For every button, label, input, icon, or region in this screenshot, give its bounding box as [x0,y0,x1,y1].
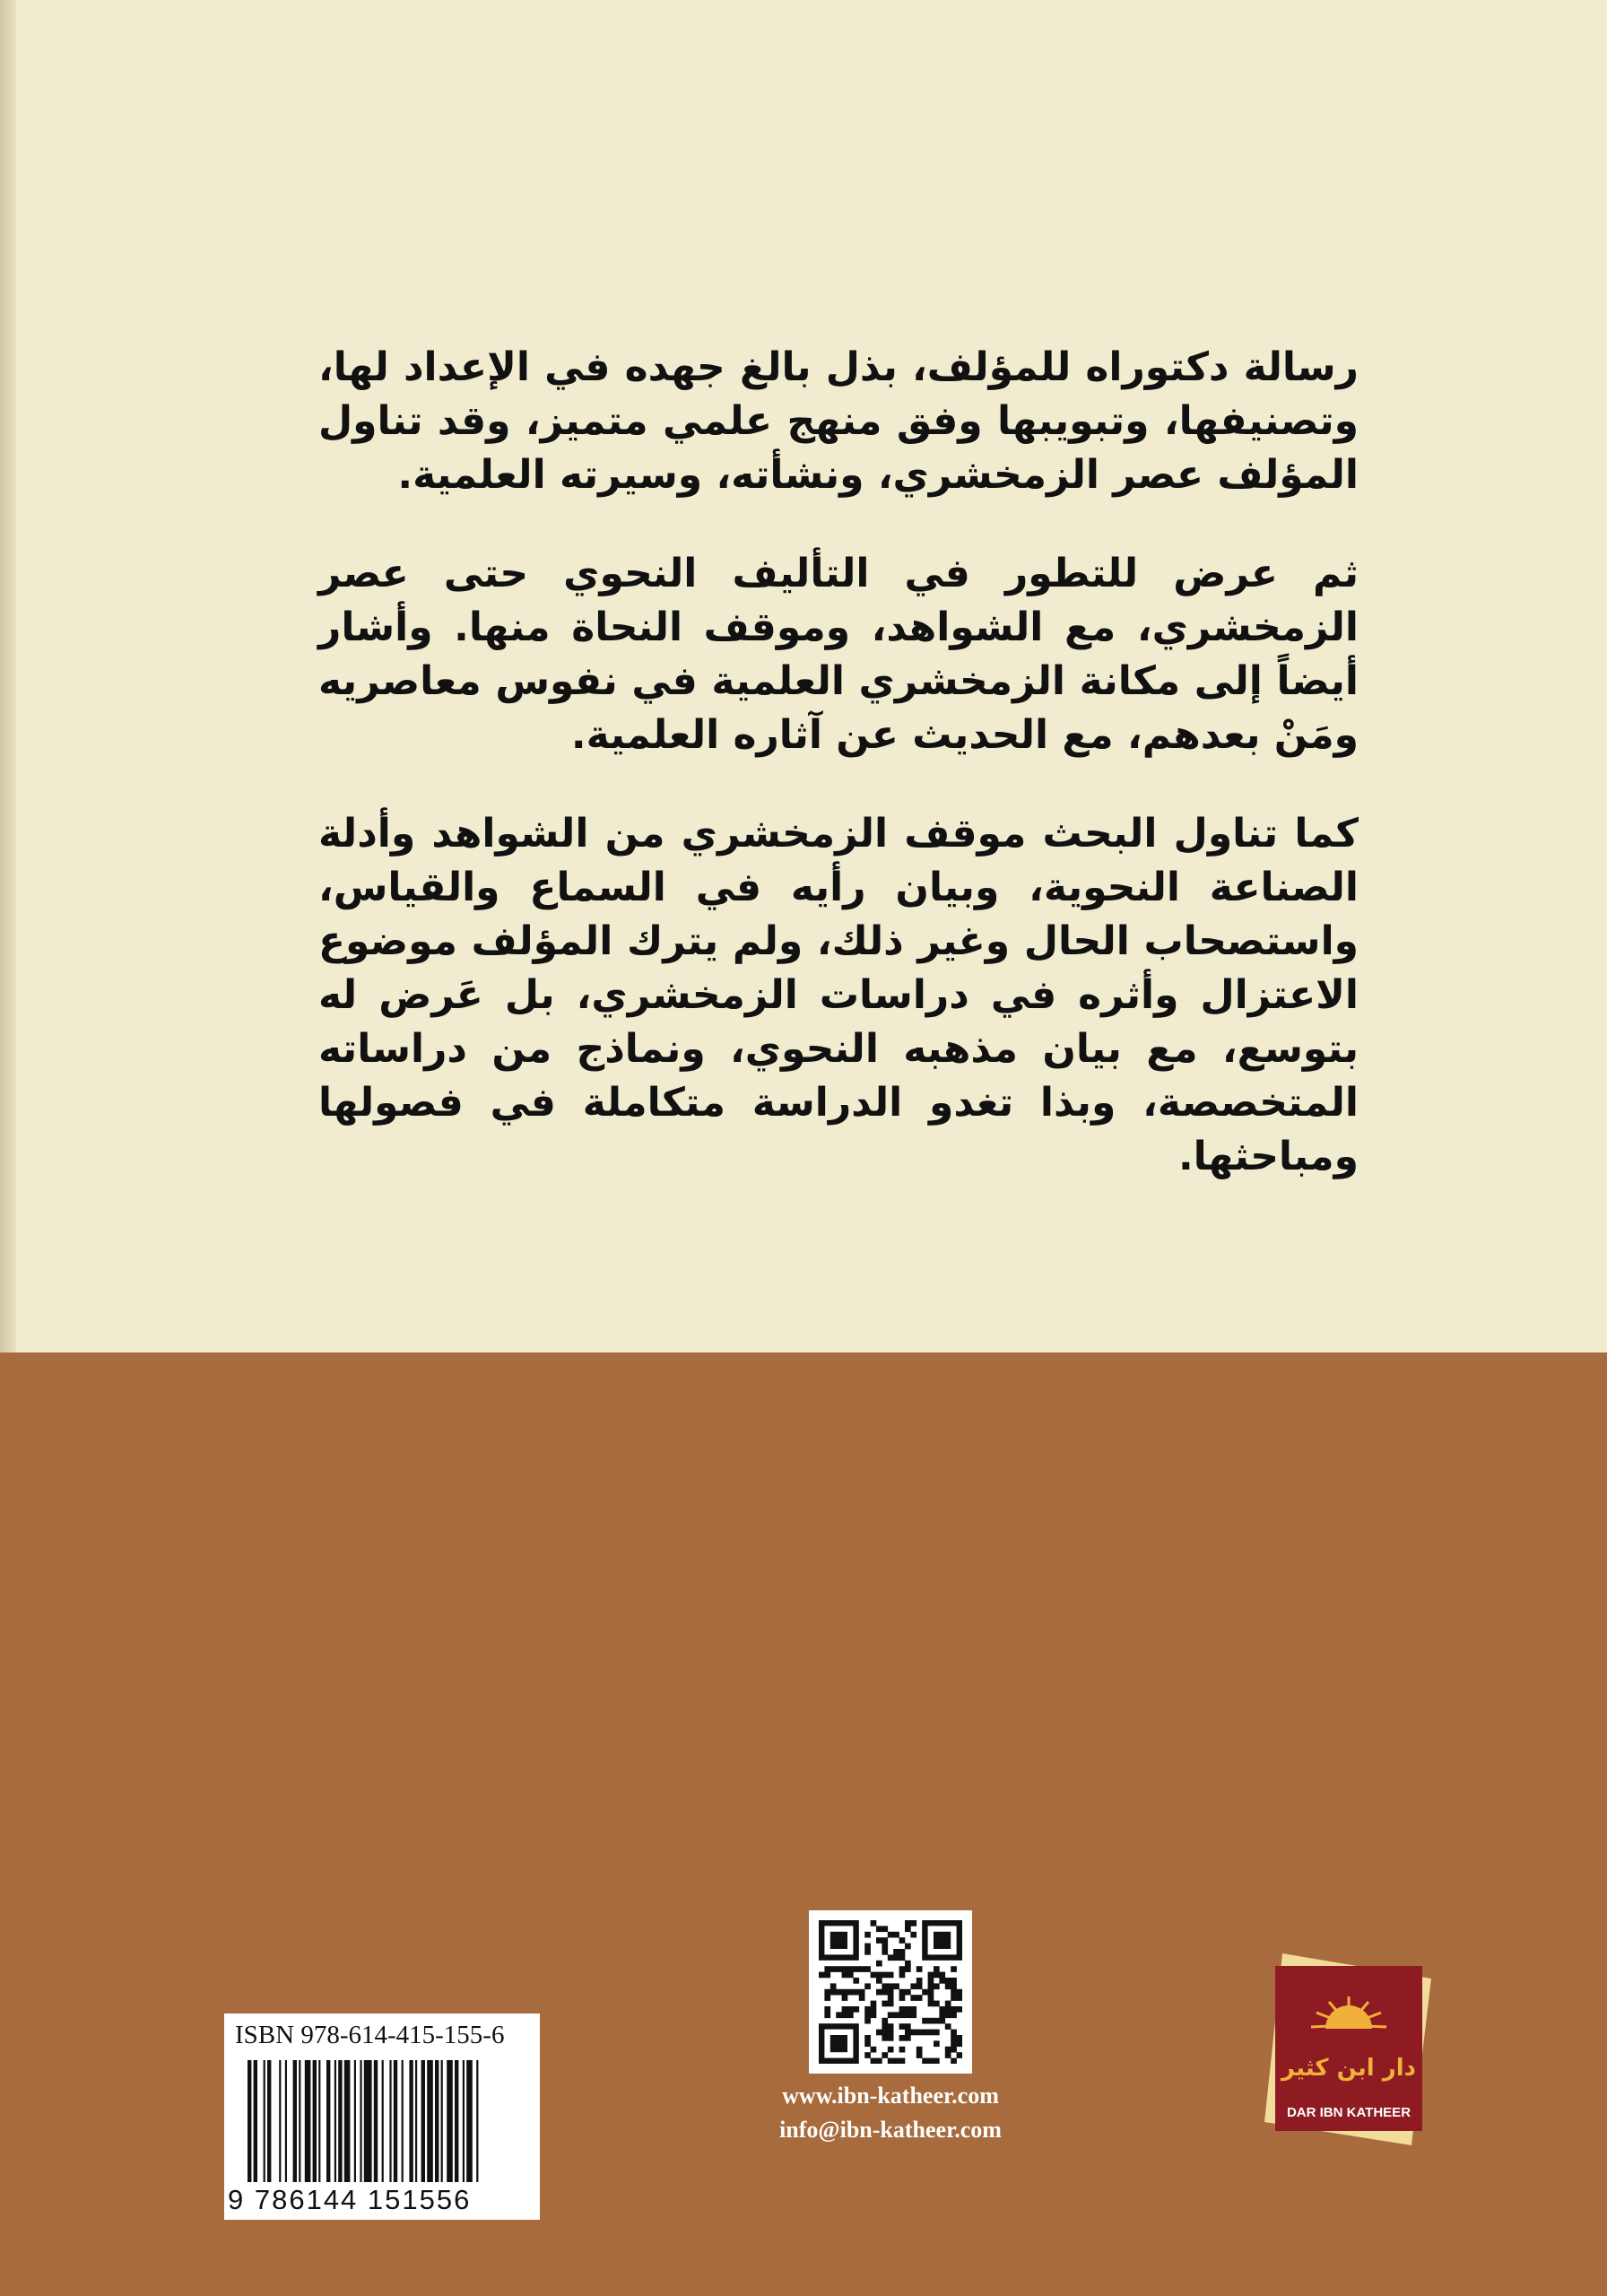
publisher-logo [1263,1946,1433,2148]
email-link[interactable]: info@ibn-katheer.com [779,2117,1002,2143]
barcode-digits: 9 786144 151556 [228,2184,472,2215]
logo-latin-text: DAR IBN KATHEER [1286,2105,1412,2120]
isbn-label: ISBN 978-614-415-155-6 [235,2021,505,2049]
qr-code [809,1910,972,2074]
website-link[interactable]: www.ibn-katheer.com [782,2083,999,2109]
blurb-paragraph-3: كما تناول البحث موقف الزمخشري من الشواهد وأدلة الصناعة النحوية، وبيان رأيه في السماع والقياس، واستصحاب الحال وغير ذلك، ولم يترك المؤلف موضوع الاعتزال وأثره في دراسات الزمخشري، بل عَرض له بتوسع، مع بيان مذهبه النحوي، ونماذج من دراساته المتخصصة، وبذا تغدو الدراسة متكاملة في فصولها ومباحثها. [318,811,1359,1179]
publisher-contact [699,2079,1081,2147]
blurb-text [318,341,1359,1229]
logo-arabic-text: دار ابن كثير [1281,2055,1416,2082]
qr-code-icon [819,1920,962,2064]
blurb-paragraph-1: رسالة دكتوراه للمؤلف، بذل بالغ جهده في الإعداد لها، وتصنيفها، وتبويبها وفق منهج علمي متميز، وقد تناول المؤلف عصر الزمخشري، ونشأته، وسيرته العلمية. [318,344,1359,498]
barcode-bars [248,2060,534,2182]
blurb-paragraph-2: ثم عرض للتطور في التأليف النحوي حتى عصر الزمخشري، مع الشواهد، وموقف النحاة منها. وأشار أيضاً إلى مكانة الزمخشري العلمية في نفوس معاصريه ومَنْ بعدهم، مع الحديث عن آثاره العلمية. [318,551,1359,758]
isbn-barcode [224,2013,540,2220]
